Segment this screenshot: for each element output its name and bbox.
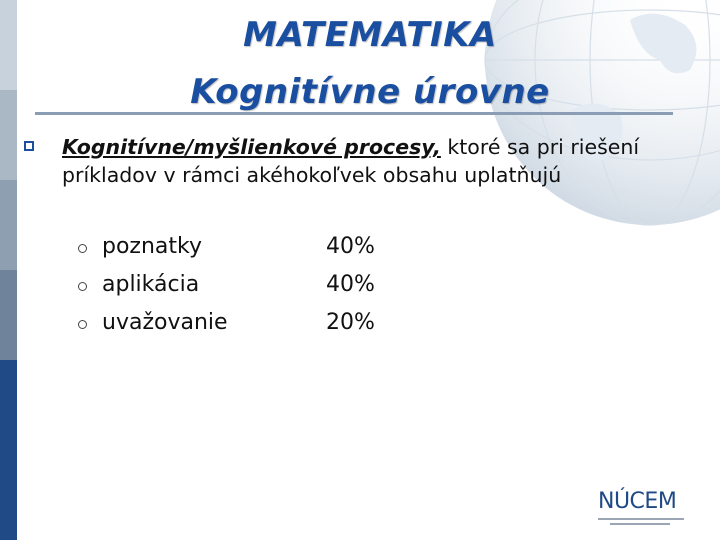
nucem-logo bbox=[598, 490, 698, 530]
item-label: aplikácia bbox=[102, 272, 200, 297]
strip-segment bbox=[0, 360, 17, 540]
circle-bullet-icon bbox=[78, 320, 87, 329]
circle-bullet-icon bbox=[78, 244, 87, 253]
logo-tagline-graphic bbox=[598, 517, 688, 527]
title-divider bbox=[35, 112, 673, 115]
left-decorative-strip bbox=[0, 0, 17, 540]
strip-segment bbox=[0, 90, 17, 180]
slide-title-line1: MATEMATIKA bbox=[243, 15, 497, 55]
strip-segment bbox=[0, 270, 17, 360]
main-bullet-emphasis: Kognitívne/myšlienkové procesy, bbox=[62, 135, 441, 159]
main-bullet-text bbox=[62, 133, 682, 189]
item-label: uvažovanie bbox=[102, 310, 228, 335]
main-bullet-body: ktoré sa pri riešení príkladov v rámci akéhokoľvek obsahu uplatňujú bbox=[62, 135, 640, 187]
logo-name: NÚCEM bbox=[598, 489, 677, 514]
item-value: 40% bbox=[326, 234, 375, 259]
item-value: 40% bbox=[326, 272, 375, 297]
item-value: 20% bbox=[326, 310, 375, 335]
strip-segment bbox=[0, 0, 17, 90]
item-label: poznatky bbox=[102, 234, 202, 259]
circle-bullet-icon bbox=[78, 282, 87, 291]
square-bullet-icon bbox=[24, 141, 34, 151]
slide-title-line2: Kognitívne úrovne bbox=[190, 72, 550, 112]
strip-segment bbox=[0, 180, 17, 270]
